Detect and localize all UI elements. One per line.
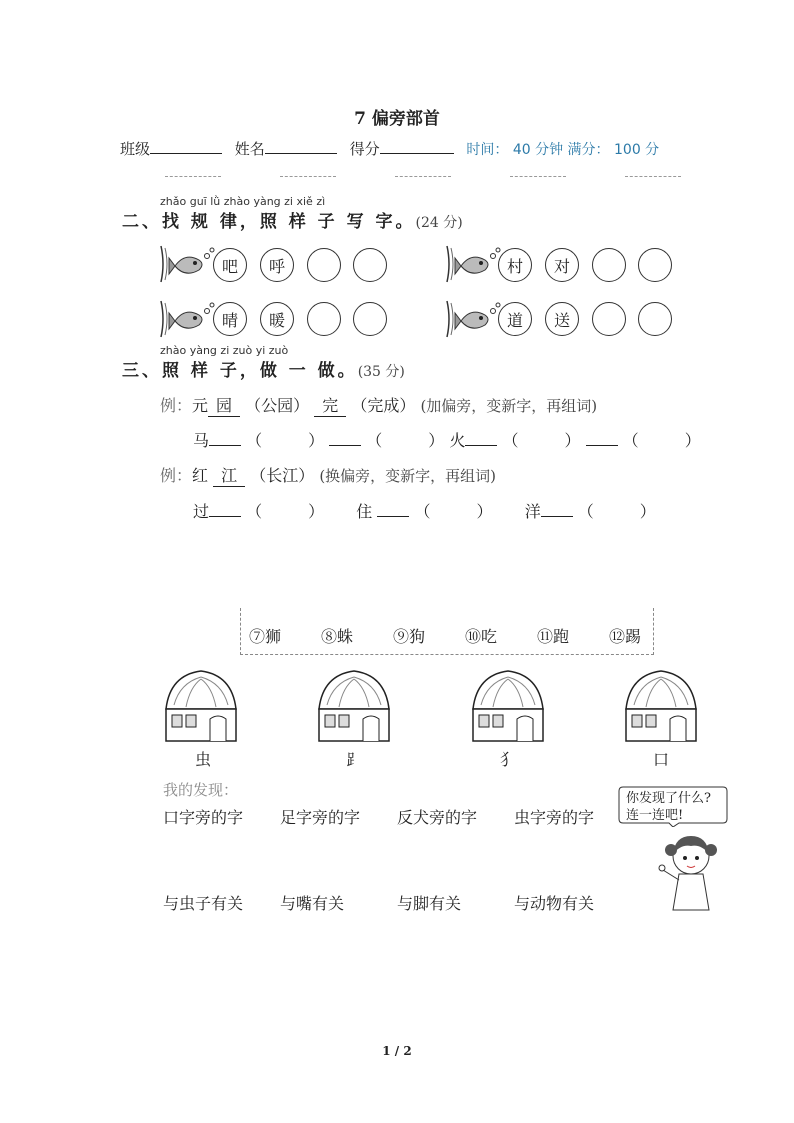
- student-info-row: [120, 138, 659, 159]
- character-box: [240, 608, 654, 655]
- char-circle: 暖: [260, 302, 294, 336]
- answer-circle[interactable]: [592, 248, 626, 282]
- answer-circle[interactable]: [592, 302, 626, 336]
- answer-circle[interactable]: [353, 302, 387, 336]
- box-item[interactable]: ⑦狮: [249, 627, 282, 646]
- example-line-1: 例：元 园 （公园） 完 （完成） (加偏旁，变新字，再组词): [160, 393, 597, 417]
- answer-circle[interactable]: [638, 248, 672, 282]
- section3-points: (35 分): [357, 364, 405, 380]
- char-circle: 晴: [213, 302, 247, 336]
- section2-heading: 二、找 规 律，照 样 子 写 字。(24 分): [122, 212, 463, 232]
- house-label: 口: [653, 750, 670, 769]
- answer-blank[interactable]: [377, 502, 409, 517]
- fish-icon: [443, 242, 503, 286]
- name-label: 姓名: [234, 140, 265, 158]
- meaning-item[interactable]: 与动物有关: [514, 894, 595, 913]
- answer-blank[interactable]: [465, 431, 497, 446]
- section2-pinyin: zhǎo guī lǜ zhào yàng zi xiě zì: [160, 195, 326, 208]
- discovery-item[interactable]: 足字旁的字: [280, 808, 361, 827]
- section3-pinyin: zhào yàng zi zuò yi zuò: [160, 344, 289, 357]
- box-item[interactable]: ⑪跑: [537, 627, 570, 646]
- meaning-item[interactable]: 与嘴有关: [280, 894, 345, 913]
- answer-circle[interactable]: [638, 302, 672, 336]
- box-item[interactable]: ⑫踢: [609, 627, 642, 646]
- house-icon: [313, 667, 395, 747]
- fish-icon: [157, 242, 217, 286]
- house-label: ⻊: [346, 750, 363, 769]
- answer-blank[interactable]: [541, 502, 573, 517]
- name-blank[interactable]: [265, 139, 337, 154]
- section3-heading: 三、照 样 子，做 一 做。(35 分): [122, 361, 405, 381]
- discovery-item[interactable]: 虫字旁的字: [514, 808, 595, 827]
- answer-circle[interactable]: [307, 302, 341, 336]
- page-title: 7 偏旁部首: [354, 109, 440, 129]
- cut-dashes: [165, 176, 725, 184]
- score-blank[interactable]: [380, 139, 454, 154]
- time-and-score-info: 时间： 40 分钟 满分： 100 分: [466, 142, 660, 158]
- house-label: 犭: [500, 750, 517, 769]
- meaning-item[interactable]: 与虫子有关: [163, 894, 244, 913]
- char-circle: 呼: [260, 248, 294, 282]
- char-circle: 吧: [213, 248, 247, 282]
- exercise-line-1: 马 （ ） （ ） 火 （ ） （ ）: [193, 431, 701, 450]
- house-icon: [160, 667, 242, 747]
- meaning-item[interactable]: 与脚有关: [397, 894, 462, 913]
- fish-icon: [443, 297, 503, 341]
- score-label: 得分: [349, 140, 380, 158]
- answer-blank[interactable]: [209, 431, 241, 446]
- char-circle: 村: [498, 248, 532, 282]
- exercise-line-2: 过 （ ） 住 （ ） 洋 （ ）: [193, 502, 656, 521]
- answer-circle[interactable]: [353, 248, 387, 282]
- page-number: 1 / 2: [382, 1044, 412, 1058]
- house-icon: [467, 667, 549, 747]
- char-circle: 送: [545, 302, 579, 336]
- answer-blank[interactable]: [329, 431, 361, 446]
- char-circle: 道: [498, 302, 532, 336]
- box-item[interactable]: ⑩吃: [465, 627, 498, 646]
- speech-bubble-text: 你发现了什么? 连一连吧!: [626, 791, 711, 823]
- section2-points: (24 分): [415, 215, 463, 231]
- discovery-item[interactable]: 反犬旁的字: [397, 808, 478, 827]
- box-item[interactable]: ⑧蛛: [321, 627, 354, 646]
- char-circle: 对: [545, 248, 579, 282]
- house-icon: [620, 667, 702, 747]
- fish-icon: [157, 297, 217, 341]
- answer-circle[interactable]: [307, 248, 341, 282]
- class-label: 班级: [120, 140, 151, 158]
- box-item[interactable]: ⑨狗: [393, 627, 426, 646]
- example-line-2: 例：红 江 （长江） (换偏旁，变新字，再组词): [160, 463, 496, 487]
- house-label: 虫: [195, 750, 212, 769]
- discovery-item[interactable]: 口字旁的字: [163, 808, 244, 827]
- class-blank[interactable]: [150, 139, 222, 154]
- discovery-label: 我的发现：: [163, 781, 239, 799]
- girl-illustration-icon: [655, 830, 723, 916]
- answer-blank[interactable]: [586, 431, 618, 446]
- answer-blank[interactable]: [209, 502, 241, 517]
